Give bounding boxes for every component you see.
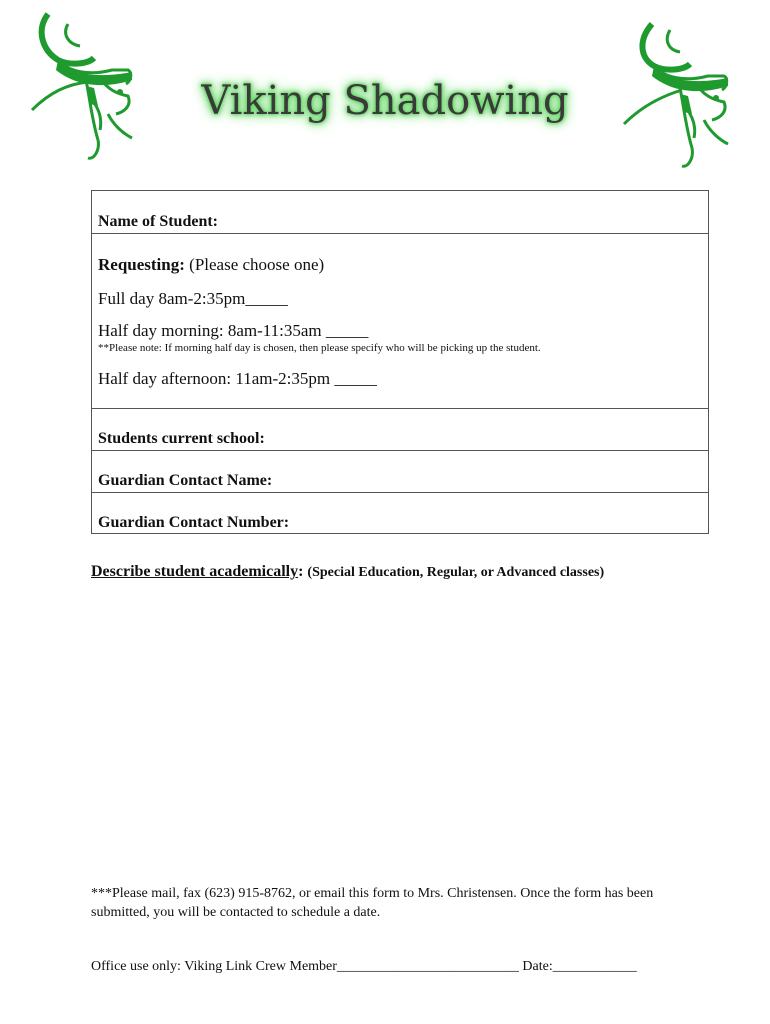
- guardian-number-label: Guardian Contact Number:: [98, 514, 290, 531]
- guardian-name-row[interactable]: [92, 450, 708, 493]
- half-morning-note: **Please note: If morning half day is chosen, then please specify who will be picking up the student.: [98, 342, 541, 354]
- guardian-number-row[interactable]: [92, 492, 708, 534]
- student-name-label: Name of Student:: [98, 213, 218, 230]
- describe-colon: :: [298, 563, 308, 580]
- student-name-row[interactable]: [92, 191, 708, 234]
- describe-hint: (Special Education, Regular, or Advanced classes): [307, 565, 605, 580]
- mail-instructions: ***Please mail, fax (623) 915-8762, or email this form to Mrs. Christensen. Once the form has been submitted, you will be contacted to schedule a date.: [91, 886, 654, 920]
- option-half-day-afternoon[interactable]: Half day afternoon: 11am-2:35pm _____: [98, 369, 377, 388]
- requesting-label: Requesting:: [98, 255, 185, 274]
- option-full-day[interactable]: Full day 8am-2:35pm_____: [98, 289, 288, 308]
- current-school-label: Students current school:: [98, 430, 265, 447]
- requesting-hint: (Please choose one): [184, 255, 325, 274]
- student-info-form: [91, 190, 709, 534]
- guardian-name-label: Guardian Contact Name:: [98, 472, 273, 489]
- page-title: Viking Shadowing: [201, 78, 569, 124]
- requesting-heading: [98, 255, 324, 275]
- requesting-row: [92, 233, 708, 409]
- viking-logo-left-icon: [28, 10, 144, 162]
- viking-logo-right-icon: [622, 20, 734, 172]
- office-use-line: Office use only: Viking Link Crew Member__________________________ Date:____________: [91, 959, 637, 974]
- current-school-row[interactable]: [92, 408, 708, 451]
- option-half-day-morning[interactable]: Half day morning: 8am-11:35am _____: [98, 321, 369, 340]
- describe-academics: [91, 563, 604, 581]
- describe-label: Describe student academically: [91, 563, 299, 580]
